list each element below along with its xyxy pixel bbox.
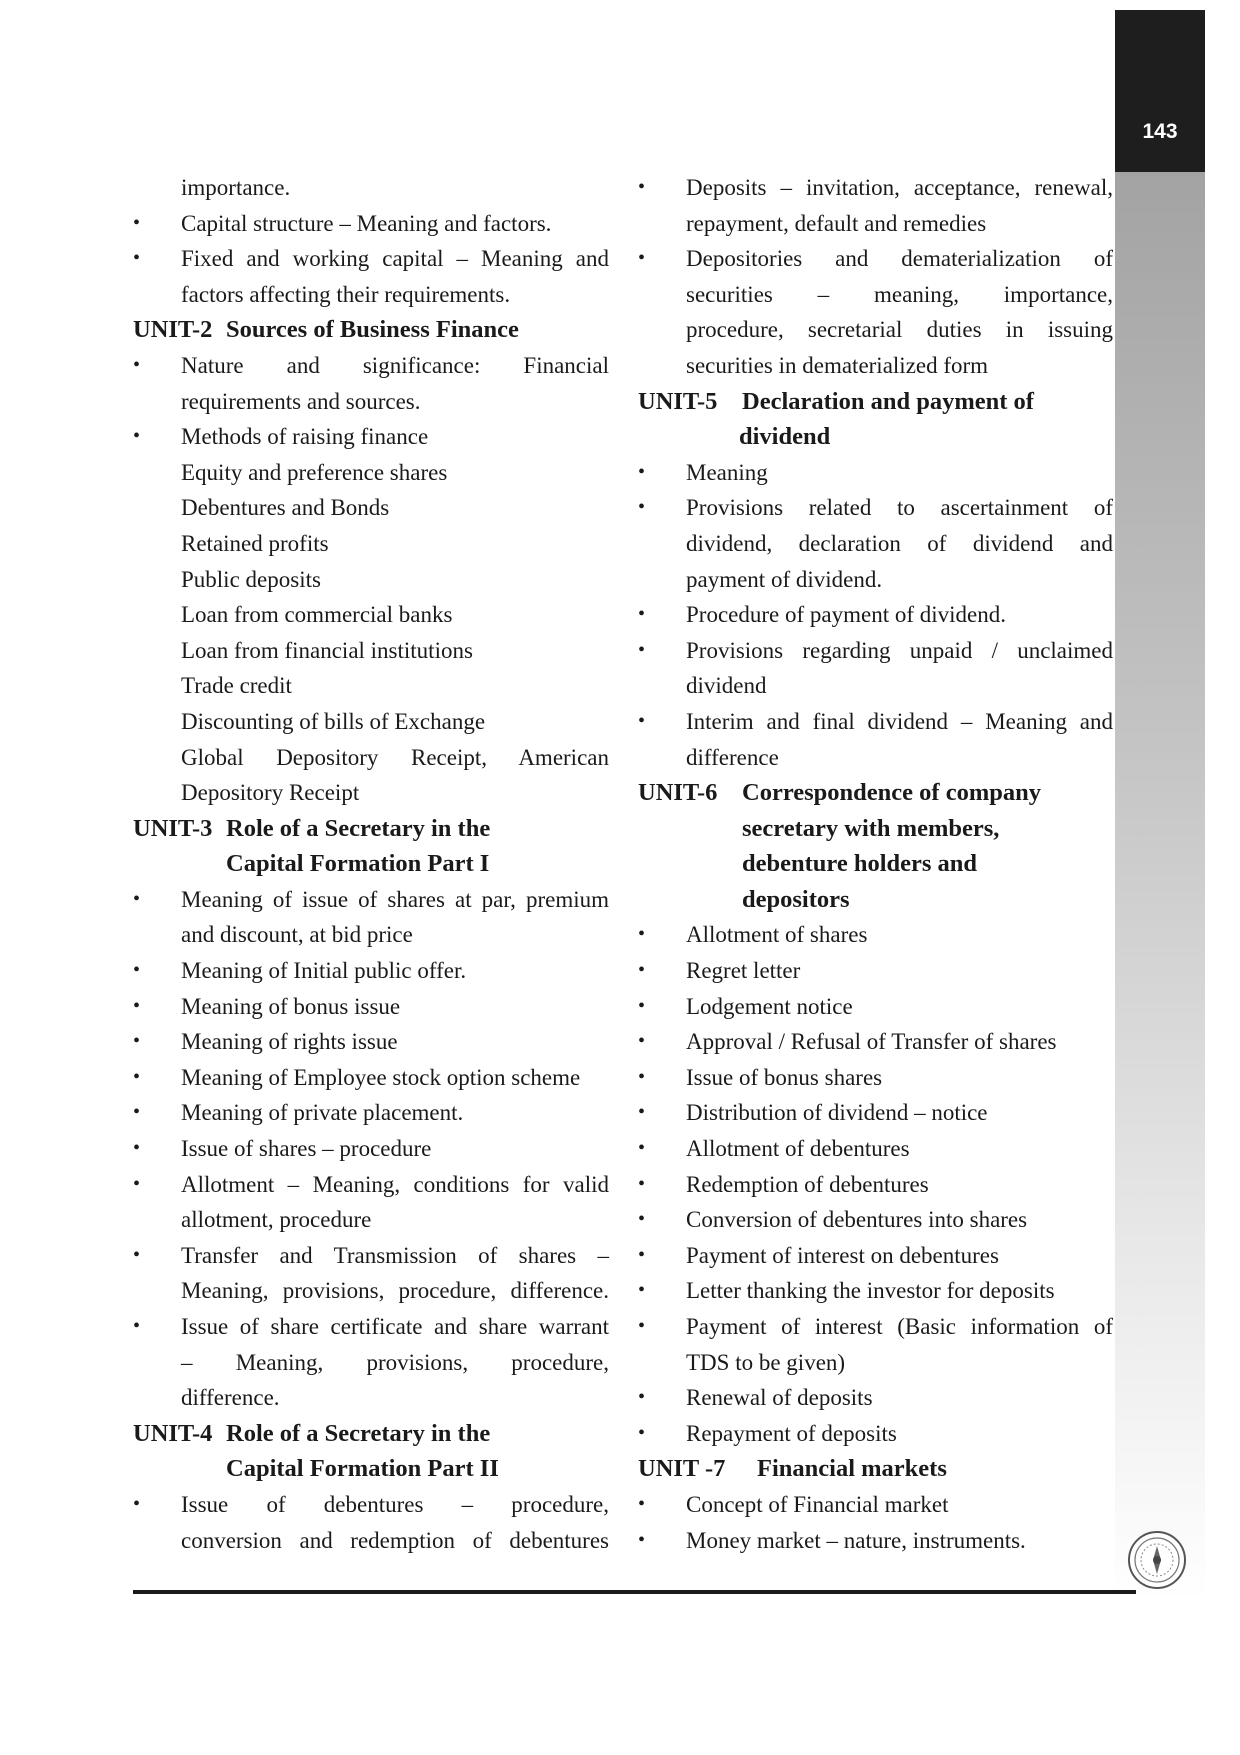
sub-item: Retained profits — [181, 530, 329, 556]
bullet-icon: • — [638, 959, 646, 982]
bullet-icon: • — [133, 959, 141, 982]
bullet-icon: • — [133, 1172, 141, 1195]
list-item: • Nature and significance: Financial — [133, 348, 609, 384]
unit-heading: UNIT -7 Financial markets — [638, 1455, 947, 1483]
list-item: • Money market – nature, instruments. — [638, 1523, 1113, 1559]
unit-heading: UNIT-3 Role of a Secretary in the — [133, 814, 491, 842]
bullet-icon: • — [133, 211, 141, 234]
bullet-icon: • — [638, 496, 646, 519]
bullet-icon: • — [638, 1208, 646, 1231]
bullet-icon: • — [133, 425, 141, 448]
list-item-continuation: requirements and sources. — [181, 388, 421, 414]
list-item: • Meaning of Initial public offer. — [133, 953, 609, 989]
list-item: • Methods of raising finance — [133, 419, 609, 455]
bullet-icon: • — [638, 1065, 646, 1088]
list-item: • Meaning of bonus issue — [133, 989, 609, 1025]
bullet-icon: • — [133, 1315, 141, 1337]
list-item-continuation: difference. — [181, 1385, 280, 1411]
list-item: • Distribution of dividend – notice — [638, 1095, 1113, 1131]
list-item: • Issue of shares – procedure — [133, 1131, 609, 1167]
list-item: • Payment of interest (Basic information of — [638, 1309, 1113, 1345]
bullet-icon: • — [638, 1315, 646, 1337]
list-item-continuation: securities – meaning, importance, — [686, 281, 1113, 307]
list-item: • Allotment of debentures — [638, 1131, 1113, 1167]
list-item: • Redemption of debentures — [638, 1167, 1113, 1203]
bullet-icon: • — [638, 1279, 646, 1302]
bullet-icon: • — [133, 1243, 141, 1266]
list-item: • Meaning of rights issue — [133, 1024, 609, 1060]
bullet-icon: • — [133, 994, 141, 1017]
bullet-icon: • — [638, 1137, 646, 1160]
bullet-icon: • — [133, 1030, 141, 1053]
bullet-icon: • — [638, 638, 646, 661]
footer-rule — [133, 1590, 1136, 1594]
bullet-icon: • — [638, 994, 646, 1017]
list-item: • Meaning — [638, 455, 1113, 491]
unit-heading-continuation: Capital Formation Part I — [226, 850, 490, 878]
list-item-continuation: securities in dematerialized form — [686, 352, 989, 378]
bullet-icon: • — [638, 176, 646, 198]
list-item-continuation: conversion and redemption of debentures — [181, 1527, 609, 1553]
list-item: • Interim and final dividend – Meaning and — [638, 704, 1113, 740]
list-item: • Approval / Refusal of Transfer of shares — [638, 1024, 1113, 1060]
bullet-icon: • — [638, 923, 646, 946]
bullet-icon: • — [638, 1030, 646, 1053]
bullet-icon: • — [638, 460, 646, 483]
bullet-icon: • — [133, 353, 141, 376]
list-item: • Procedure of payment of dividend. — [638, 597, 1113, 633]
sub-item: Discounting of bills of Exchange — [181, 708, 486, 734]
list-item-continuation: difference — [686, 744, 779, 770]
list-item-continuation: TDS to be given) — [686, 1349, 846, 1375]
sub-item: Trade credit — [181, 673, 292, 699]
unit-heading: UNIT-6 Correspondence of company — [638, 779, 1041, 807]
list-item: • Depositories and dematerialization of — [638, 241, 1113, 277]
sub-item: Loan from financial institutions — [181, 637, 473, 663]
unit-heading: UNIT-4 Role of a Secretary in the — [133, 1419, 491, 1447]
list-item-continuation: repayment, default and remedies — [686, 210, 987, 236]
list-item: • Payment of interest on debentures — [638, 1238, 1113, 1274]
list-item: • Issue of debentures – procedure, — [133, 1487, 609, 1523]
bullet-icon: • — [638, 1172, 646, 1195]
bullet-icon: • — [133, 247, 141, 270]
left-column — [133, 170, 609, 1558]
list-item-continuation: – Meaning, provisions, procedure, — [181, 1349, 609, 1375]
bullet-icon: • — [638, 1492, 646, 1515]
bullet-icon: • — [133, 1101, 141, 1124]
unit-heading-continuation: debenture holders and — [742, 850, 978, 878]
list-item: • Concept of Financial market — [638, 1487, 1113, 1523]
list-item: • Letter thanking the investor for deposits — [638, 1273, 1113, 1309]
sub-item: Global Depository Receipt, American — [181, 744, 609, 770]
list-item-continuation: dividend — [686, 673, 767, 699]
side-band — [1115, 172, 1205, 1602]
list-item-continuation: allotment, procedure — [181, 1207, 372, 1233]
unit-heading-continuation: secretary with members, — [742, 814, 1000, 842]
list-item: • Deposits – invitation, acceptance, renewal, — [638, 170, 1113, 206]
list-item-continuation: factors affecting their requirements. — [181, 281, 511, 307]
list-item: • Capital structure – Meaning and factors. — [133, 206, 609, 242]
page-number: 143 — [1142, 120, 1178, 143]
unit-heading-continuation: dividend — [739, 423, 831, 451]
sub-item-continuation: Depository Receipt — [181, 780, 360, 806]
bullet-icon: • — [638, 247, 646, 270]
unit-heading: UNIT-5 Declaration and payment of — [638, 387, 1034, 415]
bullet-icon: • — [638, 1386, 646, 1409]
list-item: • Meaning of private placement. — [133, 1095, 609, 1131]
list-item: • Allotment – Meaning, conditions for valid — [133, 1167, 609, 1203]
bullet-icon: • — [133, 1137, 141, 1160]
list-item: • Meaning of issue of shares at par, premium — [133, 882, 609, 918]
list-item-continuation: procedure, secretarial duties in issuing — [686, 317, 1113, 343]
list-item: • Renewal of deposits — [638, 1380, 1113, 1416]
list-item-continuation: and discount, at bid price — [181, 922, 413, 948]
bullet-icon: • — [638, 1421, 646, 1444]
list-item: • Regret letter — [638, 953, 1113, 989]
sub-item: Debentures and Bonds — [181, 495, 390, 521]
list-item: • Lodgement notice — [638, 989, 1113, 1025]
sub-item: Public deposits — [181, 566, 321, 592]
list-item: • Allotment of shares — [638, 917, 1113, 953]
bullet-icon: • — [638, 709, 646, 732]
list-item-continuation: payment of dividend. — [686, 566, 883, 592]
list-item: • Issue of share certificate and share warrant — [133, 1309, 609, 1345]
list-item: • Repayment of deposits — [638, 1416, 1113, 1452]
bullet-icon: • — [638, 603, 646, 626]
page-tab — [1115, 10, 1205, 172]
list-item: • Provisions regarding unpaid / unclaimed — [638, 633, 1113, 669]
unit-heading-continuation: depositors — [742, 885, 850, 913]
sub-item: Loan from commercial banks — [181, 602, 453, 628]
unit-heading: UNIT-2 Sources of Business Finance — [133, 316, 519, 344]
bullet-icon: • — [638, 1243, 646, 1266]
list-item-continuation: Meaning, provisions, procedure, difference. — [181, 1278, 609, 1304]
bullet-icon: • — [638, 1528, 646, 1551]
list-item-continuation: dividend, declaration of dividend and — [686, 530, 1113, 556]
list-item: • Provisions related to ascertainment of — [638, 490, 1113, 526]
list-item: • Fixed and working capital – Meaning and — [133, 241, 609, 277]
list-item: • Transfer and Transmission of shares – — [133, 1238, 609, 1274]
bullet-icon: • — [133, 887, 141, 910]
bullet-icon: • — [638, 1101, 646, 1124]
list-item: • Issue of bonus shares — [638, 1060, 1113, 1096]
list-item: • Conversion of debentures into shares — [638, 1202, 1113, 1238]
sub-item: Equity and preference shares — [181, 459, 448, 485]
text-line: importance. — [181, 175, 291, 200]
emblem-seal-icon — [1127, 1530, 1187, 1590]
bullet-icon: • — [133, 1065, 141, 1088]
right-column — [638, 170, 1113, 1558]
list-item: • Meaning of Employee stock option scheme — [133, 1060, 609, 1096]
unit-heading-continuation: Capital Formation Part II — [226, 1455, 499, 1483]
bullet-icon: • — [133, 1492, 141, 1515]
